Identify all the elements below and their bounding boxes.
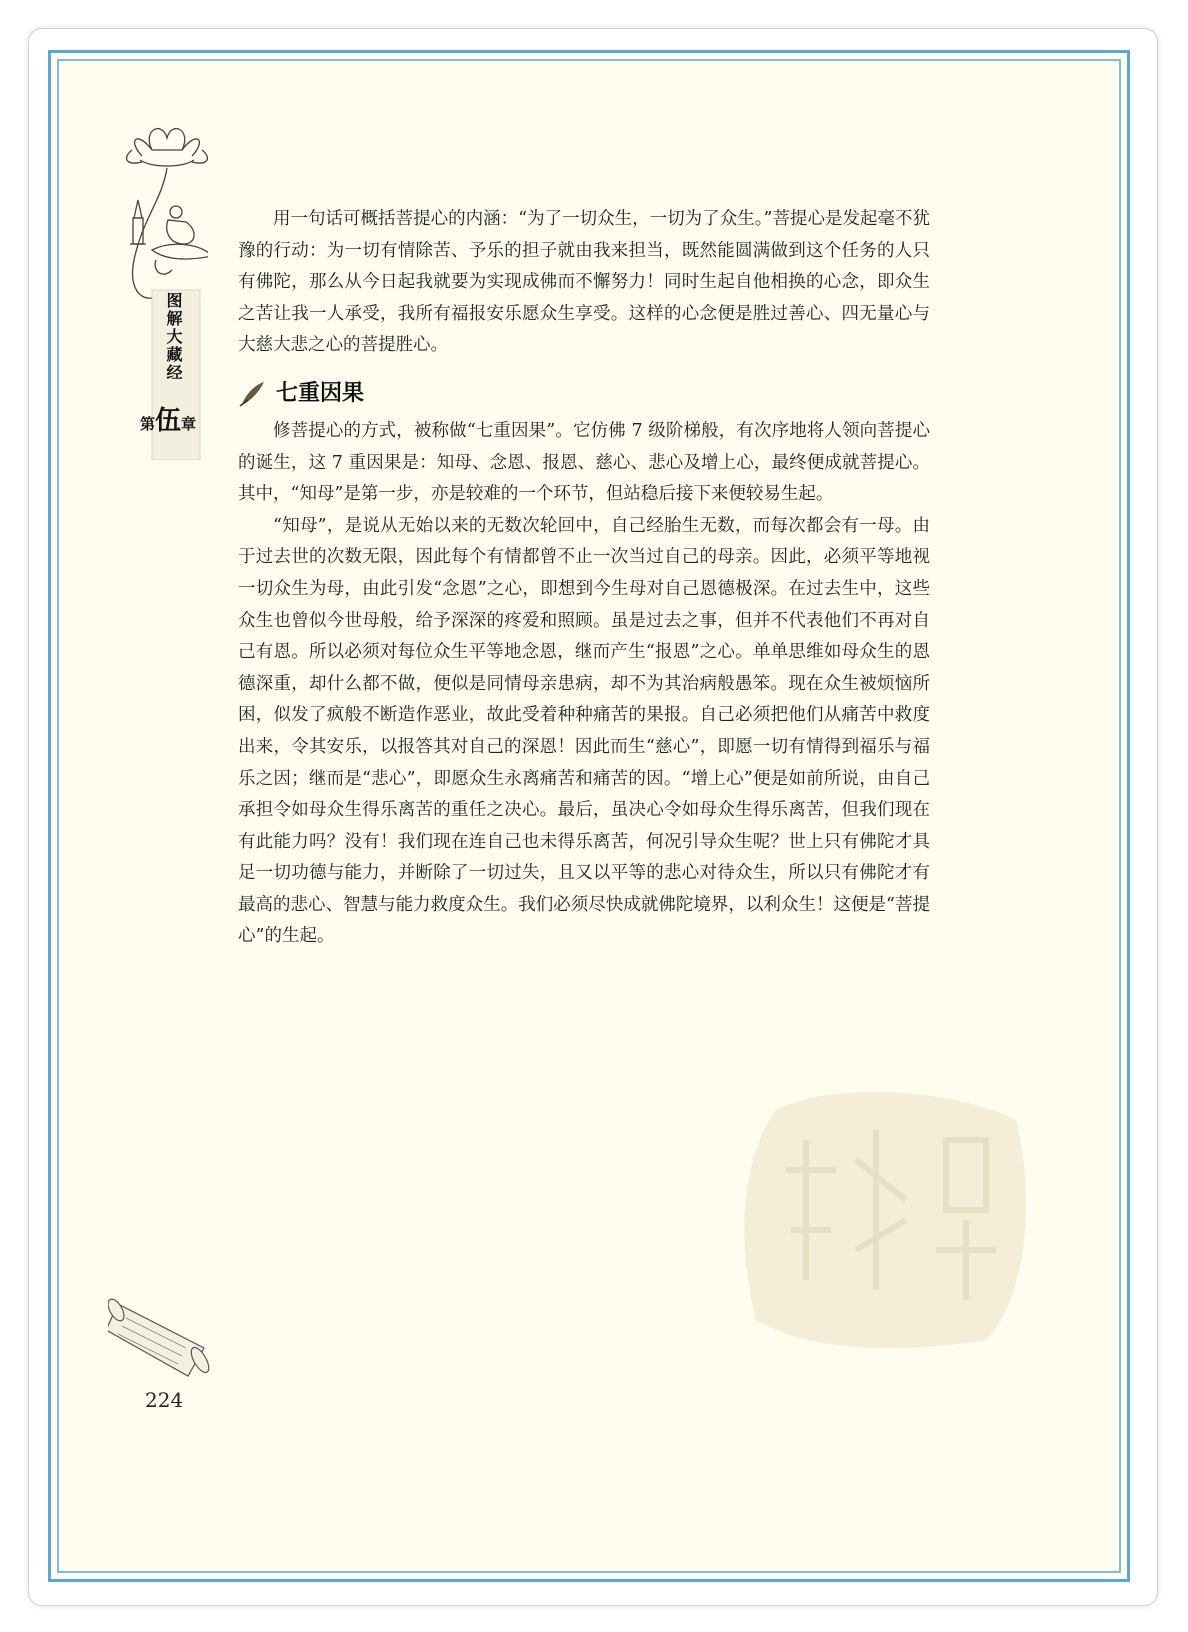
chapter-prefix: 第 <box>139 415 155 433</box>
book-title-vertical: 图解大藏经 <box>164 292 183 382</box>
page-number: 224 <box>145 1388 184 1412</box>
scroll-decoration <box>108 1290 218 1380</box>
seal-watermark <box>736 1080 1036 1350</box>
section-heading <box>238 376 930 412</box>
body-paragraph-1: 修菩提心的方式，被称做“七重因果”。它仿佛 7 级阶梯般，有次序地将人领向菩提心的诞生，这 7 重因果是：知母、念恩、报恩、慈心、悲心及增上心，最终便成就菩提心。其中，“知母”是第一步，亦是较难的一个环节，但站稳后接下来便较易生起。 <box>238 420 930 505</box>
main-content <box>238 204 930 953</box>
quill-icon <box>238 380 268 408</box>
chapter-number: 伍 <box>154 406 181 436</box>
body-paragraph-2: “知母”，是说从无始以来的无数次轮回中，自己经胎生无数，而每次都会有一母。由于过去世的次数无限，因此每个有情都曾不止一次当过自己的母亲。因此，必须平等地视一切众生为母，由此引发“念恩”之心，即想到今生母对自己恩德极深。在过去生中，这些众生也曾似今世母般，给予深深的疼爱和照顾。虽是过去之事，但并不代表他们不再对自己有恩。所以必须对每位众生平等地念恩，继而产生“报恩”之心。单单思维如母众生的恩德深重，却什么都不做，便似是同情母亲患病，却不为其治病般愚笨。现在众生被烦恼所困，似发了疯般不断造作恶业，故此受着种种痛苦的果报。自己必须把他们从痛苦中救度出来，令其安乐，以报答其对自己的深恩！因此而生“慈心”，即愿一切有情得到福乐与福乐之因；继而是“悲心”，即愿众生永离痛苦和痛苦的因。“增上心”便是如前所说，由自己承担令如母众生得乐离苦的重任之决心。最后，虽决心令如母众生得乐离苦，但我们现在有此能力吗？没有！我们现在连自己也未得乐离苦，何况引导众生呢？世上只有佛陀才具足一切功德与能力，并断除了一切过失，且又以平等的悲心对待众生，所以只有佛陀才有最高的悲心、智慧与能力救度众生。我们必须尽快成就佛陀境界，以利众生！这便是“菩提心”的生起。 <box>238 515 930 947</box>
chapter-suffix: 章 <box>181 415 197 433</box>
section-title: 七重因果 <box>276 380 365 406</box>
chapter-label <box>128 400 208 437</box>
intro-paragraph: 用一句话可概括菩提心的内涵：“为了一切众生，一切为了众生。”菩提心是发起毫不犹豫的行动：为一切有情除苦、予乐的担子就由我来担当，既然能圆满做到这个任务的人只有佛陀，那么从今日起我就要为实现成佛而不懈努力！同时生起自他相换的心念，即众生之苦让我一人承受，我所有福报安乐愿众生享受。这样的心念便是胜过善心、四无量心与大慈大悲之心的菩提胜心。 <box>238 209 930 356</box>
